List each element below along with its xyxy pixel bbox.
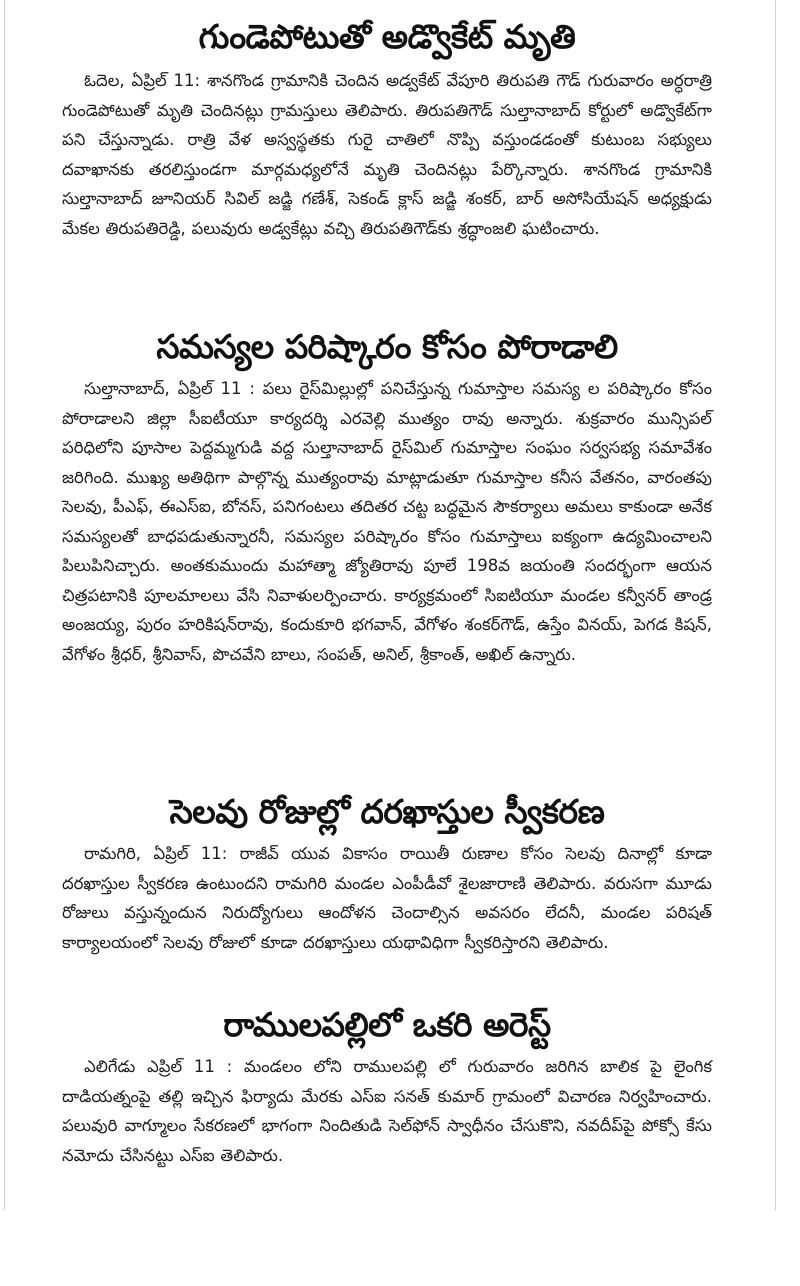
headline: రాములపల్లిలో ఒకరి అరెస్ట్ — [223, 1005, 551, 1044]
right-column-rule — [775, 0, 776, 1210]
headline: సెలవు రోజుల్లో దరఖాస్తుల స్వీకరణ — [169, 792, 605, 831]
article-body: సుల్తానాబాద్, ఏప్రిల్ 11 : పలు రైస్‌మిల్లుల్లో పనిచేస్తున్న గుమాస్తాల సమస్య ల పరిష్కారం కోసం పోరాడాలని జిల్లా సీఐటీయూ కార్యదర్శి ఎరవెల్లి ముత్యం రావు అన్నారు. శుక్రవారం మున్సిపల్ పరిధిలోని పూసాల పెద్దమ్మగుడి వద్ద సుల్తానాబాద్ రైస్‌మిల్ గుమాస్తాల సంఘం సర్వసభ్య సమావేశం జరిగింది. ముఖ్య అతిథిగా పాల్గొన్న ముత్యంరావు మాట్లాడుతూ గుమాస్తాల కనీస వేతనం, వారంతపు సెలవు, పీఎఫ్, ఈఎస్ఐ, బోనస్, పనిగంటలు తదితర చట్ట బద్ధమైన సౌకర్యాలు అమలు కాకుండా అనేక సమస్యలతో బాధపడుతున్నారనీ, సమస్యల పరిష్కారం కోసం గుమాస్తాలు ఐక్యంగా ఉద్యమించాలని పిలుపినిచ్చారు. అంతకుముందు మహాత్మా జ్యోతిరావు పూలే 198వ జయంతి సందర్భంగా ఆయన చిత్రపటానికి పూలమాలలు వేసి నివాళులర్పించారు. కార్యక్రమంలో సిఐటియూ మండల కన్వీనర్ తాండ్ర అంజయ్య, పురం హరికిషన్‌రావు, కందుకూరి భగవాన్, వేగోళం శంకర్‌గౌడ్, ఉస్తేం వినయ్, పెగడ కిషన్, వేగోళం శ్రీధర్, శ్రీనివాస్, పొచవేని బాలు, సంపత్, అనిల్, శ్రీకాంత్, అఖిల్ ఉన్నారు. — [62, 379, 712, 664]
article-holiday-applications — [62, 789, 712, 957]
headline: గుండెపోటుతో అడ్వొకేట్ మృతి — [198, 17, 576, 56]
article-gumastha-problems — [62, 324, 712, 669]
article-body: రామగిరి, ఏప్రిల్ 11: రాజీవ్ యువ వికాసం రాయితీ రుణాల కోసం సెలవు దినాల్లో కూడా దరఖాస్తుల స్వీకరణ ఉంటుందని రామగిరి మండల ఎంపీడీవో శైలజారాణి తెలిపారు. వరుసగా మూడు రోజులు వస్తున్నందున నిరుద్యోగులు ఆందోళన చెందాల్సిన అవసరం లేదనీ, మండల పరిషత్ కార్యాలయంలో సెలవు రోజులో కూడా దరఖాస్తులు యథావిధిగా స్వీకరిస్తారని తెలిపారు. — [62, 844, 712, 952]
article-body: ఓదెల, ఏప్రిల్ 11: శానగొండ గ్రామానికి చెందిన అడ్వకేట్ వేపూరి తిరుపతి గౌడ్ గురువారం అర్ధరాత్రి గుండెపోటుతో మృతి చెందినట్లు గ్రామస్తులు తెలిపారు. తిరుపతిగౌడ్ సుల్తానాబాద్ కోర్టులో అడ్వొకేట్‌గా పని చేస్తున్నాడు. రాత్రి వేళ అస్వస్థతకు గురై చాతిలో నొప్పి వస్తుండడంతో కుటుంబ సభ్యులు దవాఖానకు తరలిస్తుండగా మార్గమధ్యలోనే మృతి చెందినట్లు పేర్కొన్నారు. శానగొండ గ్రామానికి సుల్తానాబాద్ జూనియర్ సివిల్ జడ్జి గణేశ్, సెకండ్ క్లాస్ జడ్జి శంకర్, బార్ అసోసియేషన్ అధ్యక్షుడు మేకల తిరుపతిరెడ్డి, పలువురు అడ్వకేట్లు వచ్చి తిరుపతిగౌడ్‌కు శ్రద్ధాంజలి ఘటించారు. — [62, 71, 712, 238]
article-ramulapalli-arrest — [62, 1002, 712, 1170]
left-column-rule — [4, 0, 5, 1210]
article-body: ఎలిగేడు ఎప్రిల్ 11 : మండలం లోని రాములపల్లి లో గురువారం జరిగిన బాలిక పై లైంగిక దాడియత్నంపై తల్లి ఇచ్చిన ఫిర్యాదు మేరకు ఎస్ఐ సనత్ కుమార్ గ్రామంలో విచారణ నిర్వహించారు. పలువురి వాగ్మూలం సేకరణలో భాగంగా నిందితుడి సెల్‌ఫోన్ స్వాధీనం చేసుకొని, నవదీప్‌పై పోక్సో కేసు నమోదు చేసినట్టు ఎస్ఐ తెలిపారు. — [62, 1057, 712, 1165]
article-advocate-death — [62, 14, 712, 243]
headline: సమస్యల పరిష్కారం కోసం పోరాడాలి — [156, 327, 618, 366]
